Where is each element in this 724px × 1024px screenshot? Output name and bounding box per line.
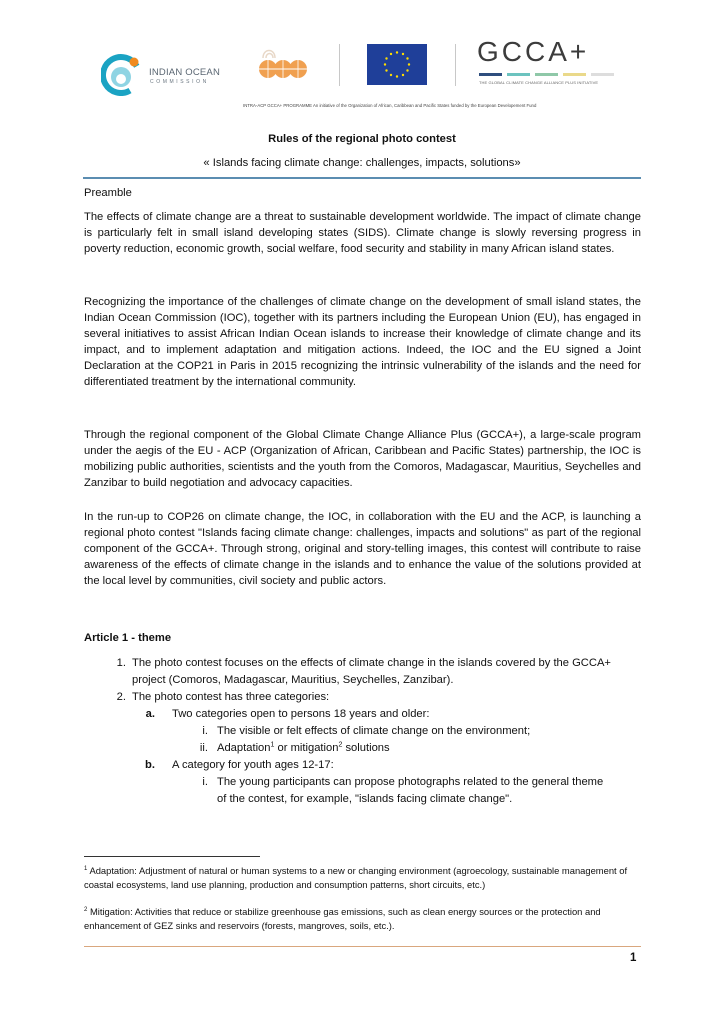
list-item-text: The young participants can propose photographs related to the general theme (217, 776, 604, 788)
acp-logo (253, 42, 313, 90)
list-item (0, 723, 724, 740)
footnote-ref-1[interactable]: 1 (270, 741, 275, 749)
footnote-separator (84, 856, 260, 857)
gcca-bar (479, 73, 502, 76)
list-marker: i. (202, 725, 208, 737)
footnote-ref-2[interactable]: 2 (338, 741, 343, 749)
acp-logo-icon (253, 42, 313, 90)
footnote-text: Adaptation: Adjustment of natural or human systems to a new or changing environment (agroecology, sustainable management of coastal ecosystems, land use planning, production and consumption patterns, short circuits, etc.) (84, 865, 628, 890)
ioc-subname: COMMISSION (150, 79, 209, 85)
preamble-paragraph-1: The effects of climate change are a threat to sustainable development worldwide. The impact of climate change is particularly felt in small island developing states (SIDS). Climate change is slowly reversing progress in poverty reduction, economic growth, social welfare, food security and stability in many African island states. (84, 211, 641, 255)
list-item-text: The photo contest focuses on the effects of climate change in the islands covered by the GCCA+ (132, 657, 611, 669)
list-item (0, 706, 724, 723)
footnote-2 (84, 905, 644, 932)
list-item-text: Two categories open to persons 18 years and older: (172, 708, 430, 720)
programme-line: INTRA-ACP GCCA+ PROGRAMME An initiative of the Organization of African, Caribbean and Pacific States funded by the European Developement Fund (243, 103, 537, 108)
list-marker: b. (145, 759, 155, 771)
ioc-name: INDIAN OCEAN (149, 67, 221, 78)
preamble-paragraph-2: Recognizing the importance of the challenges of climate change on the development of small island states, the Indian Ocean Commission (IOC), together with its partners including the European Union (EU), has engaged in several initiatives to assist African Indian Ocean islands to increase their knowledge of climate change and its impact, and to implement adaptation and mitigation actions. Indeed, the IOC and the EU signed a Joint Declaration at the COP21 in Paris in 2015 recognizing the intrinsic vulnerability of the islands and the need for differentiated treatment by the international community. (84, 296, 641, 388)
title-rule (83, 177, 641, 179)
footnote-1 (84, 864, 644, 891)
ioc-logo (101, 52, 231, 96)
footnote-text: Mitigation: Activities that reduce or stabilize greenhouse gas emissions, such as clean energy sources or the protection and enhancement of GEZ sinks and reservoirs (forests, mangroves, soils, etc.). (84, 906, 601, 931)
document-title: Rules of the regional photo contest (268, 133, 456, 145)
list-item-text (217, 740, 390, 756)
preamble-paragraph-4: In the run-up to COP26 on climate change, the IOC, in collaboration with the EU and the ACP, is launching a regional photo contest "Islands facing climate change: challenges, impacts and solutions" as part of the regional component of the GCCA+. Through strong, original and story-telling images, this contest will contribute to raise awareness of the effects of climate change in the islands and to enhance the value of the solutions provided at the local level by communities, civil society and public actors. (84, 511, 641, 587)
footnote-number: 2 (84, 906, 88, 913)
list-item (0, 774, 724, 808)
article1-heading: Article 1 - theme (84, 632, 172, 644)
list-item-text: of the contest, for example, "islands facing climate change". (217, 793, 513, 805)
list-item (0, 655, 724, 689)
list-item-text: project (Comoros, Madagascar, Mauritius, Seychelles, Zanzibar). (132, 674, 454, 686)
list-marker: i. (202, 776, 208, 788)
gcca-bar (507, 73, 530, 76)
list-marker: ii. (199, 742, 208, 754)
eu-flag-logo (367, 44, 427, 85)
gcca-bar (535, 73, 558, 76)
list-item (0, 740, 724, 757)
list-item-text: A category for youth ages 12-17: (172, 759, 334, 771)
list-marker: 1. (116, 657, 126, 669)
logo-divider (455, 44, 456, 86)
list-marker: a. (145, 708, 155, 720)
list-item (0, 757, 724, 774)
gcca-bar (591, 73, 614, 76)
gcca-logo (477, 36, 647, 90)
eu-flag-icon (367, 44, 427, 85)
mitigation-text: or mitigation (274, 742, 339, 754)
list-item-text: The photo contest has three categories: (132, 691, 330, 703)
logo-divider (339, 44, 340, 86)
preamble-heading: Preamble (84, 187, 132, 199)
list-marker: 2. (116, 691, 126, 703)
gcca-bar (563, 73, 586, 76)
gcca-tagline: THE GLOBAL CLIMATE CHANGE ALLIANCE PLUS INITIATIVE (479, 80, 599, 85)
adaptation-text: Adaptation (217, 742, 271, 754)
document-subtitle: « Islands facing climate change: challenges, impacts, solutions» (203, 157, 521, 169)
gcca-color-bars (479, 73, 614, 76)
solutions-text: solutions (342, 742, 390, 754)
footer-rule (84, 946, 641, 947)
gcca-name: GCCA+ (477, 36, 590, 67)
ioc-spiral-logo-icon (101, 52, 145, 96)
page-number: 1 (630, 952, 637, 964)
list-item (0, 689, 724, 706)
list-item-text: The visible or felt effects of climate change on the environment; (217, 725, 531, 737)
preamble-paragraph-3: Through the regional component of the Global Climate Change Alliance Plus (GCCA+), a large-scale program under the aegis of the EU - ACP (Organization of African, Caribbean and Pacific States) partnership, the IOC is mobilizing public authorities, scientists and the youth from the Comoros, Madagascar, Mauritius, Seychelles and Zanzibar to build negotiation and advocacy capacities. (84, 429, 641, 489)
footnote-number: 1 (84, 865, 88, 872)
